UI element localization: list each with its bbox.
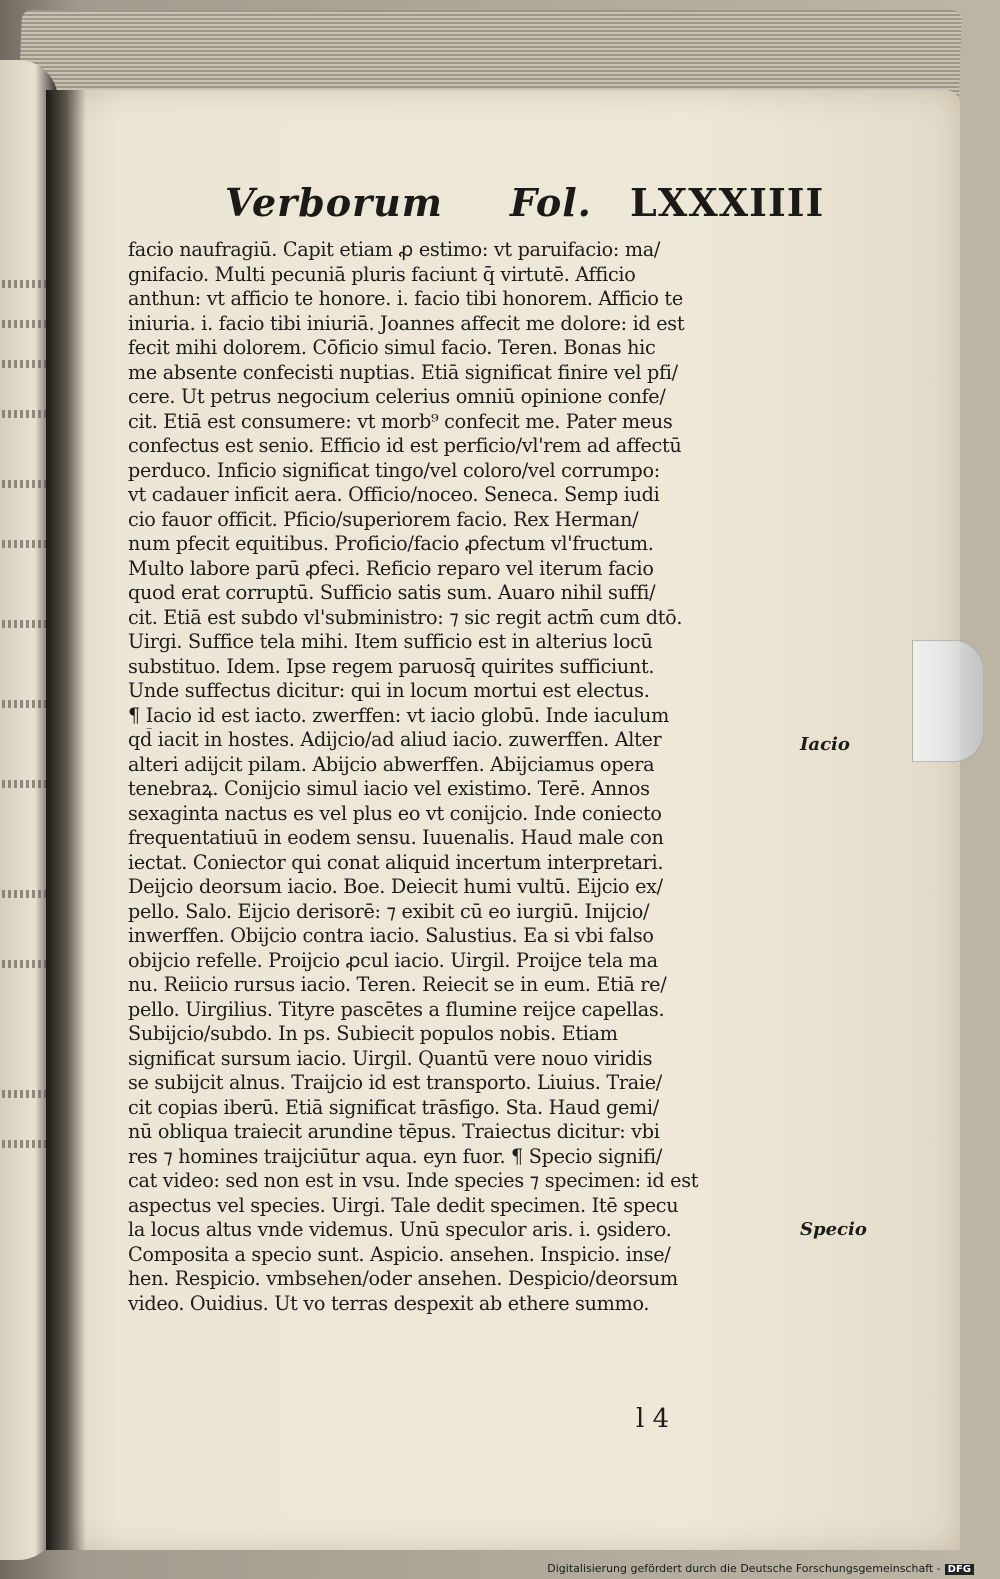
text-line: alteri adijcit pilam. Abijcio abwerffen. Abijciamus opera [128,752,655,776]
text-line: significat sursum iacio. Uirgil. Quantū vere nouo viridis [128,1046,653,1070]
text-line: cit. Etiā est subdo vl'subministro: ⁊ sic regit actm̄ cum dtō. [128,605,683,629]
text-line: nu. Reiicio rursus iacio. Teren. Reiecit se in eum. Etiā re/ [128,973,667,996]
text-line: Unde suffectus dicitur: qui in locum mortui est electus. [128,679,650,702]
signature-mark: l 4 [636,1404,670,1434]
page-clip [912,640,984,762]
text-line: aspectus vel species. Uirgi. Tale dedit specimen. Itē specu [128,1193,679,1217]
text-line: cat video: sed non est in vsu. Inde species ⁊ specimen: id est [128,1169,699,1192]
running-head-word: Verborum [225,180,443,225]
text-line: substituo. Idem. Ipse regem paruosq̄ quirites sufficiunt. [128,654,655,678]
text-line: sexaginta nactus es vel plus eo vt conijcio. Inde coniecto [128,801,662,825]
text-line: qd̄ iacit in hostes. Adijcio/ad aliud iacio. zuwerffen. Alter [128,728,662,751]
text-line: facio naufragiū. Capit etiam ꝓ estimo: vt paruifacio: ma/ [128,238,661,261]
text-line: obijcio refelle. Proijcio ꝓcul iacio. Uirgil. Proijce tela ma [128,948,658,972]
text-line: video. Ouidius. Ut vo terras despexit ab ethere summo. [128,1291,650,1315]
text-line: Composita a specio sunt. Aspicio. ansehen. Inspicio. inse/ [128,1242,671,1266]
text-line: pello. Salo. Eijcio derisorē: ⁊ exibit cū eo iurgiū. Inijcio/ [128,899,650,923]
text-line: iectat. Coniector qui conat aliquid incertum interpretari. [128,850,664,874]
text-line: num pfecit equitibus. Proficio/facio ꝓfectum vl'fructum. [128,532,654,555]
text-line: ¶ Iacio id est iacto. zwerffen: vt iacio globū. Inde iaculum [128,703,669,727]
credit-text: Digitalisierung gefördert durch die Deutsche Forschungsgemeinschaft - [547,1562,941,1575]
text-line: vt cadauer inficit aera. Officio/noceo. Seneca. Semp iudi [128,483,660,506]
text-line: anthun: vt afficio te honore. i. facio tibi honorem. Afficio te [128,287,683,310]
text-line: res ⁊ homines traijciūtur aqua. eyn fuor. ¶ Specio signifi/ [128,1144,663,1168]
text-line: hen. Respicio. vmbsehen/oder ansehen. Despicio/deorsum [128,1267,678,1290]
page-gutter [46,90,86,1550]
text-line: la locus altus vnde videmus. Unū speculor aris. i. ꝯsidero. [128,1218,672,1241]
text-line: fecit mihi dolorem. Cōficio simul facio. Teren. Bonas hic [128,336,656,359]
text-line: cit copias iberū. Etiā significat trāsfigo. Sta. Haud gemi/ [128,1095,659,1119]
text-line: confectus est senio. Efficio id est perficio/vl'rem ad affectū [128,434,682,457]
marginal-note-specio: Specio [800,1219,867,1240]
digitization-credit [547,1562,974,1575]
text-line: tenebraꝝ. Conijcio simul iacio vel existimo. Terē. Annos [128,777,650,800]
text-line: perduco. Inficio significat tingo/vel coloro/vel corrumpo: [128,458,660,482]
text-line: frequentatiuū in eodem sensu. Iuuenalis. Haud male con [128,826,664,849]
text-line: gnifacio. Multi pecuniā pluris faciunt q̄ virtutē. Afficio [128,262,636,286]
text-block [128,238,796,1316]
text-line: cit. Etiā est consumere: vt morb⁹ confecit me. Pater meus [128,409,673,433]
text-line: iniuria. i. facio tibi iniuriā. Joannes affecit me dolore: id est [128,311,685,335]
text-line: nū obliqua traiecit arundine tēpus. Traiectus dicitur: vbi [128,1120,660,1143]
text-line: cere. Ut petrus negocium celerius omniū opinione confe/ [128,385,666,408]
text-line: Subijcio/subdo. In ps. Subiecit populos nobis. Etiam [128,1022,618,1045]
text-line: pello. Uirgilius. Tityre pascētes a flumine reijce capellas. [128,997,665,1021]
folio-number: LXXXIIII [630,180,825,225]
text-line: quod erat corruptū. Sufficio satis sum. Auaro nihil suffi/ [128,581,656,604]
text-line: se subijcit alnus. Traijcio id est transporto. Liuius. Traie/ [128,1071,662,1094]
marginal-note-iacio: Iacio [800,734,850,755]
text-line: Multo labore parū ꝓfeci. Reficio reparo vel iterum facio [128,556,654,580]
text-line: cio fauor officit. Pficio/superiorem facio. Rex Herman/ [128,507,639,531]
text-line: me absente confecisti nuptias. Etiā significat finire vel pfi/ [128,360,678,384]
text-line: inwerffen. Obijcio contra iacio. Salustius. Ea si vbi falso [128,924,654,947]
dfg-logo: DFG [945,1564,974,1575]
text-line: Uirgi. Suffice tela mihi. Item sufficio est in alterius locū [128,630,653,653]
running-head-fol: Fol. [510,180,592,225]
text-line: Deijcio deorsum iacio. Boe. Deiecit humi vultū. Eijcio ex/ [128,875,663,898]
